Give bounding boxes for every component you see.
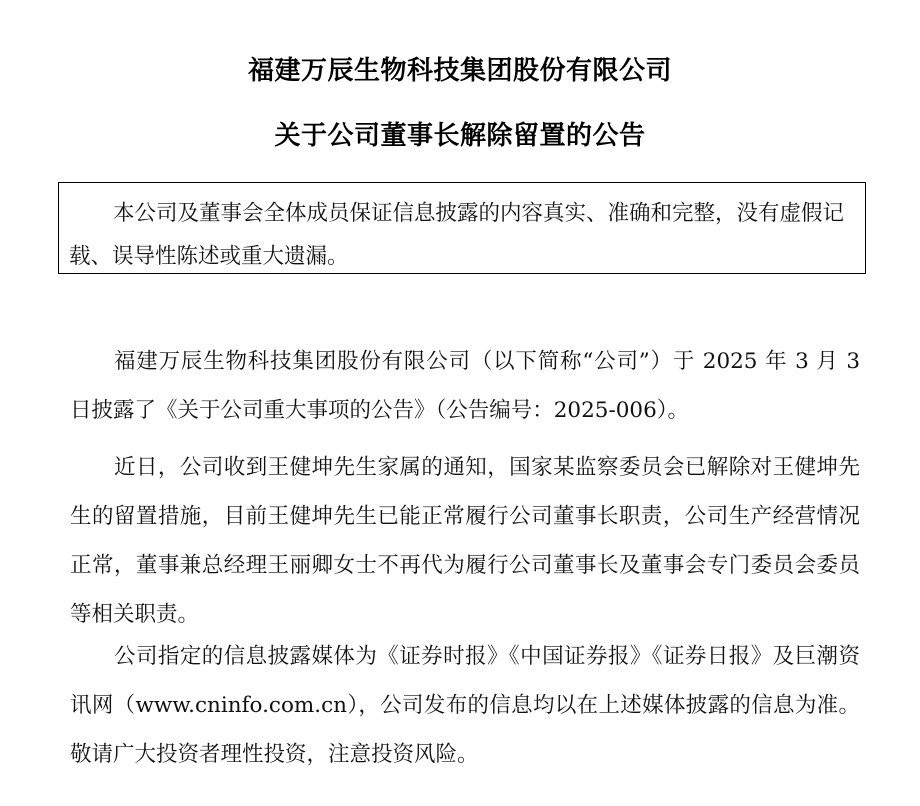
paragraph-background: 福建万辰生物科技集团股份有限公司（以下简称“公司”）于 2025 年 3 月 3 日披露了《关于公司重大事项的公告》（公告编号：2025-006）。 bbox=[70, 349, 860, 423]
notice-title: 关于公司董事长解除留置的公告 bbox=[274, 121, 646, 151]
board-statement-box: 本公司及董事会全体成员保证信息披露的内容真实、准确和完整，没有虚假记载、误导性陈述或重大遗漏。 bbox=[58, 182, 866, 274]
paragraph-release-notice: 近日，公司收到王健坤先生家属的通知，国家某监察委员会已解除对王健坤先生的留置措施，目前王健坤先生已能正常履行公司董事长职责，公司生产经营情况正常，董事兼总经理王丽卿女士不再代为履行公司董事长及董事会专门委员会委员等相关职责。 bbox=[70, 455, 860, 627]
paragraph-media-disclosure: 公司指定的信息披露媒体为《证券时报》《中国证券报》《证券日报》及巨潮资讯网（www.cninfo.com.cn），公司发布的信息均以在上述媒体披露的信息为准。敬请广大投资者理性投资，注意投资风险。 bbox=[70, 644, 860, 767]
company-title: 福建万辰生物科技集团股份有限公司 bbox=[247, 56, 672, 86]
